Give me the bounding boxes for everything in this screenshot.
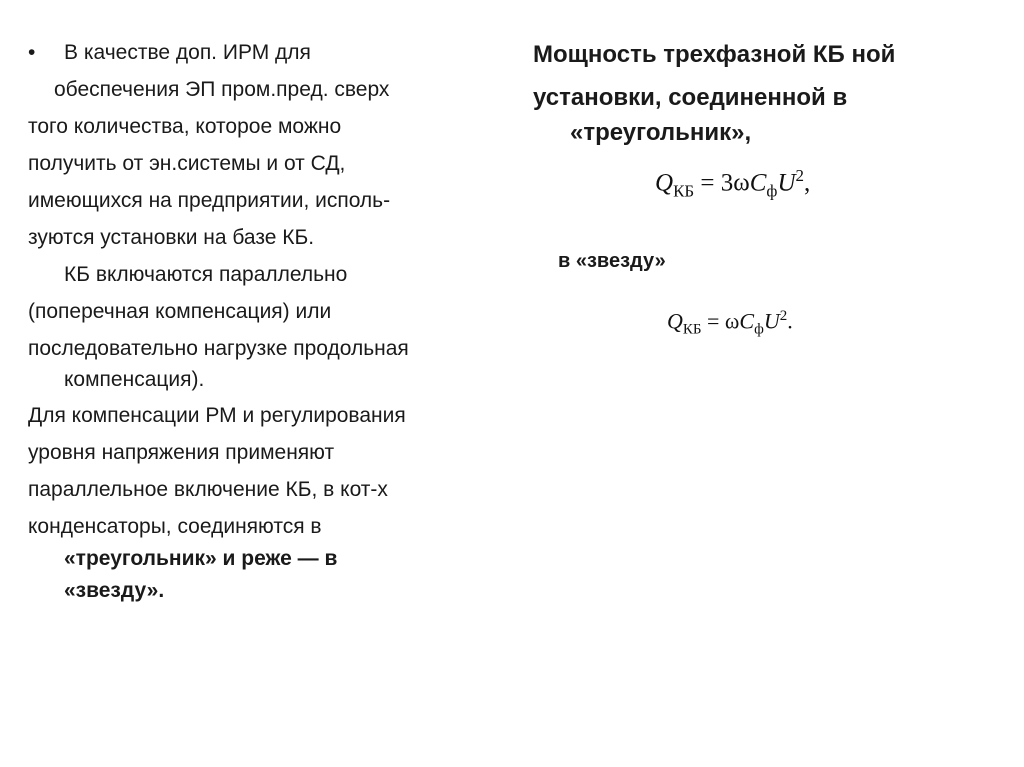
text-line-5: имеющихся на предприятии, исполь-: [28, 189, 391, 212]
formula-star: [667, 308, 793, 339]
formula-c: C: [749, 169, 767, 197]
text-line-14: конденсаторы, соединяются в: [28, 515, 322, 538]
bullet: •: [28, 41, 36, 64]
text-line-13: параллельное включение КБ, в кот-х: [28, 478, 388, 501]
text-line-16: «звезду».: [64, 579, 165, 602]
formula-tail: ,: [804, 169, 811, 197]
star-label: в «звезду»: [558, 250, 666, 272]
heading-line-1: Мощность трехфазной КБ ной: [533, 41, 896, 68]
text-line-15: «треугольник» и реже — в: [64, 547, 338, 570]
text-line-4: получить от эн.системы и от СД,: [28, 152, 346, 175]
text-line-2: обеспечения ЭП пром.пред. сверх: [54, 78, 390, 101]
text-line-3: того количества, которое можно: [28, 115, 342, 138]
formula2-u: U: [763, 308, 780, 334]
formula-q: Q: [655, 169, 674, 197]
formula-triangle: [655, 166, 810, 201]
formula-u: U: [777, 169, 796, 197]
formula-q-sub: КБ: [673, 181, 695, 201]
formula2-c-sub: ф: [754, 321, 764, 338]
text-line-8: (поперечная компенсация) или: [28, 300, 332, 323]
formula2-eq: = ω: [701, 308, 740, 334]
text-line-9: последовательно нагрузке продольная: [28, 337, 409, 360]
heading-line-3: «треугольник»,: [570, 119, 752, 146]
text-line-7: КБ включаются параллельно: [64, 263, 348, 286]
text-line-1: В качестве доп. ИРМ для: [64, 41, 311, 64]
formula2-tail: .: [787, 308, 793, 334]
formula2-q-sub: КБ: [682, 321, 702, 338]
formula-eq: = 3ω: [694, 169, 750, 197]
text-line-11: Для компенсации РМ и регулирования: [28, 404, 406, 427]
text-line-6: зуются установки на базе КБ.: [28, 226, 315, 249]
formula2-q: Q: [667, 308, 683, 334]
formula-u-sup: 2: [795, 166, 804, 185]
heading-line-2: установки, соединенной в: [533, 84, 848, 111]
text-line-10: компенсация).: [64, 368, 205, 391]
formula2-c: C: [739, 308, 755, 334]
formula2-u-sup: 2: [779, 308, 788, 324]
text-line-12: уровня напряжения применяют: [28, 441, 335, 464]
formula-c-sub: ф: [766, 181, 778, 201]
